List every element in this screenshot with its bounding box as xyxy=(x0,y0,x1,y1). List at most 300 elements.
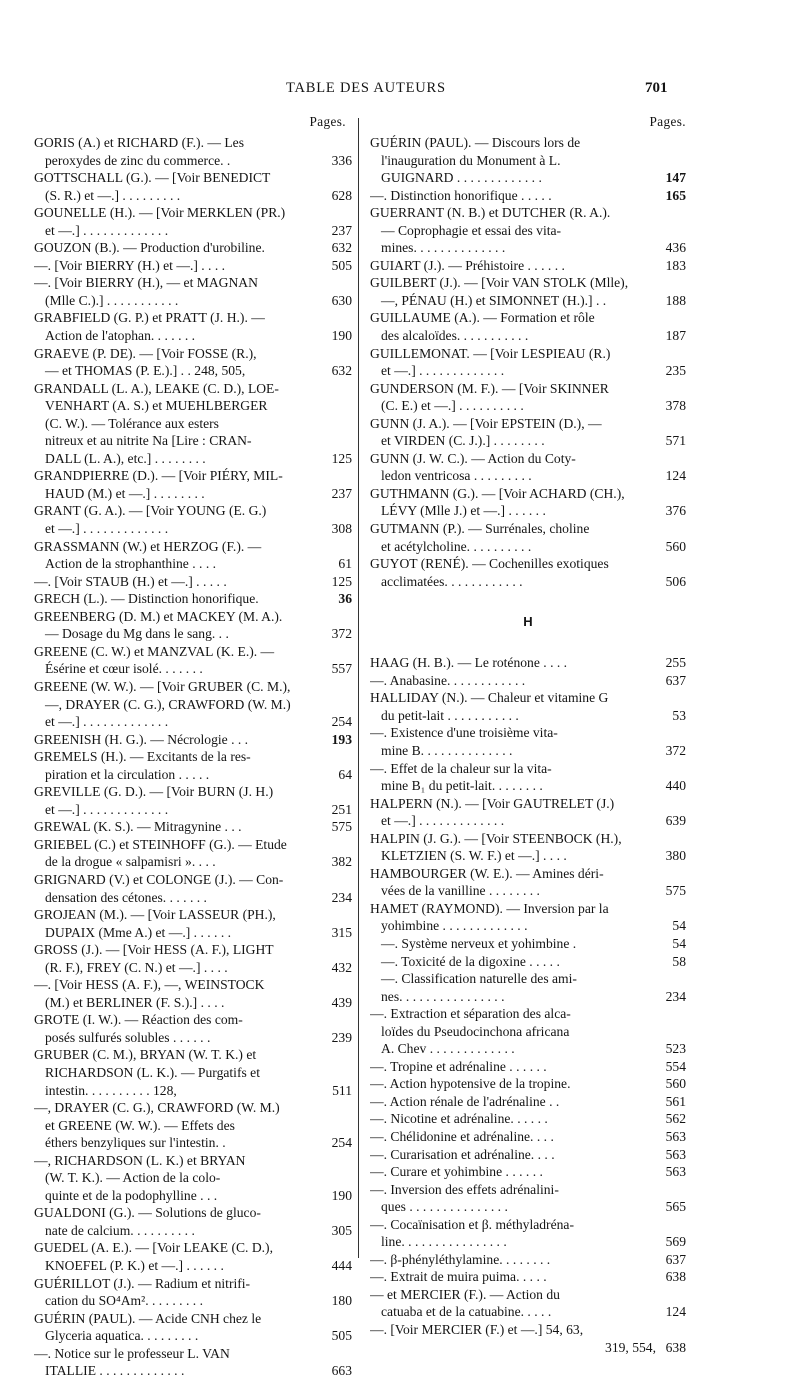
entry-text: — et MERCIER (F.). — Action du xyxy=(370,1286,560,1302)
pages-label: Pages. xyxy=(309,114,346,129)
index-line xyxy=(370,169,686,187)
index-line xyxy=(34,818,352,836)
entry-text: —. Nicotine et adrénaline. . . . . . xyxy=(370,1111,548,1127)
entry-text: —. Système nerveux et yohimbine . xyxy=(381,935,577,951)
entry-page: 632 xyxy=(331,240,352,256)
index-line xyxy=(370,538,686,556)
index-line xyxy=(34,1187,352,1205)
index-line xyxy=(370,672,686,690)
entry-page: 61 xyxy=(338,556,352,572)
entry-text: GREMELS (H.). — Excitants de la res- xyxy=(34,749,251,765)
index-line xyxy=(370,257,686,275)
entry-text: GUIART (J.). — Préhistoire . . . . . . xyxy=(370,257,565,273)
entry-page: 563 xyxy=(665,1128,686,1144)
index-line xyxy=(34,1029,352,1047)
index-line xyxy=(34,783,352,801)
entry-text: intestin. . . . . . . . . . 128, xyxy=(45,1082,177,1098)
page-number: 701 xyxy=(645,80,668,96)
entry-text: catuaba et de la catuabine. . . . . xyxy=(381,1304,552,1320)
entry-page: 444 xyxy=(331,1258,352,1273)
index-line xyxy=(34,239,352,257)
index-line xyxy=(34,766,352,784)
index-line xyxy=(34,889,352,907)
entry-text: —. Action hypotensive de la tropine. xyxy=(370,1076,571,1092)
entry-text: —. β-phényléthylamine. . . . . . . . xyxy=(370,1251,551,1267)
entry-text: —. Toxicité de la digoxine . . . . . xyxy=(381,953,560,969)
index-line xyxy=(34,1345,352,1363)
entry-text: —, DRAYER (C. G.), CRAWFORD (W. M.) xyxy=(34,1100,280,1116)
entry-text: GREENISH (H. G.). — Nécrologie . . . xyxy=(34,731,249,747)
index-line xyxy=(34,555,352,573)
entry-text: GOUZON (B.). — Production d'urobiline. xyxy=(34,240,265,256)
index-line xyxy=(34,485,352,503)
index-line xyxy=(370,345,686,363)
entry-text: de la drogue « salpamisri ». . . . xyxy=(45,854,216,870)
entry-text: GREENBERG (D. M.) et MACKEY (M. A.). xyxy=(34,608,283,624)
index-line xyxy=(34,397,352,415)
entry-text: loïdes du Pseudocinchona africana xyxy=(381,1023,570,1039)
entry-page: 378 xyxy=(665,398,686,414)
entry-text: LÉVY (Mlle J.) et —.] . . . . . . xyxy=(381,503,546,519)
entry-text: et —.] . . . . . . . . . . . . . xyxy=(45,222,169,238)
index-line xyxy=(370,274,686,292)
entry-text: (C. E.) et —.] . . . . . . . . . . xyxy=(381,398,524,414)
index-line xyxy=(34,853,352,871)
index-line xyxy=(34,590,352,608)
entry-text: et —.] . . . . . . . . . . . . . xyxy=(381,363,505,379)
entry-text: HALPIN (J. G.). — [Voir STEENBOCK (H.), xyxy=(370,830,622,846)
index-line xyxy=(34,169,352,187)
index-line xyxy=(370,812,686,830)
index-line xyxy=(370,970,686,988)
entry-text: —, RICHARDSON (L. K.) et BRYAN xyxy=(34,1152,246,1168)
index-line xyxy=(34,1134,352,1152)
entry-text: —. Notice sur le professeur L. VAN xyxy=(34,1345,230,1361)
entry-text: GUERRANT (N. B.) et DUTCHER (R. A.). xyxy=(370,205,611,221)
entry-page: 36 xyxy=(338,591,352,607)
index-line xyxy=(34,608,352,626)
index-line xyxy=(370,1181,686,1199)
entry-page: 183 xyxy=(665,257,686,273)
entry-page: 237 xyxy=(331,222,352,238)
entry-page: 187 xyxy=(665,328,686,344)
entry-text: GUALDONI (G.). — Solutions de gluco- xyxy=(34,1205,261,1221)
entry-text: —. Extrait de muira puima. . . . . xyxy=(370,1269,547,1285)
entry-page: 254 xyxy=(331,1135,352,1151)
entry-text: ITALLIE . . . . . . . . . . . . . xyxy=(45,1363,185,1379)
entry-page: 432 xyxy=(331,959,352,975)
entry-text: HALLIDAY (N.). — Chaleur et vitamine G xyxy=(370,690,609,706)
index-line xyxy=(34,959,352,977)
index-line xyxy=(34,1099,352,1117)
entry-page: 305 xyxy=(331,1222,352,1238)
entry-page: 125 xyxy=(331,573,352,589)
entry-text: — Dosage du Mg dans le sang. . . xyxy=(45,626,229,642)
entry-text: et —.] . . . . . . . . . . . . . xyxy=(45,714,169,730)
entry-page: 637 xyxy=(665,672,686,688)
index-line xyxy=(370,222,686,240)
entry-page: 436 xyxy=(665,240,686,256)
entry-page: 563 xyxy=(665,1164,686,1180)
index-line xyxy=(370,1023,686,1041)
entry-text: GRANDALL (L. A.), LEAKE (C. D.), LOE- xyxy=(34,380,279,396)
right-entries-g xyxy=(370,134,686,590)
entry-text: A. Chev . . . . . . . . . . . . . xyxy=(381,1041,515,1057)
index-line xyxy=(370,450,686,468)
index-line xyxy=(370,760,686,778)
index-line xyxy=(34,1117,352,1135)
index-line xyxy=(370,777,686,795)
entry-page: 523 xyxy=(665,1041,686,1057)
index-line xyxy=(34,801,352,819)
entry-text: GROJEAN (M.). — [Voir LASSEUR (PH.), xyxy=(34,907,276,923)
index-line xyxy=(370,1163,686,1181)
entry-page: 628 xyxy=(331,187,352,203)
entry-page: 637 xyxy=(665,1251,686,1267)
index-line xyxy=(370,204,686,222)
page-header xyxy=(0,80,800,104)
entry-text: GUTMANN (P.). — Surrénales, choline xyxy=(370,521,590,537)
entry-page: 58 xyxy=(672,953,686,969)
index-line xyxy=(370,742,686,760)
entry-text: —. [Voir HESS (A. F.), —, WEINSTOCK xyxy=(34,977,265,993)
entry-page: 638 xyxy=(665,1269,686,1285)
entry-text: (Mlle C.).] . . . . . . . . . . . xyxy=(45,292,179,308)
entry-page: 569 xyxy=(665,1234,686,1250)
entry-text: —. Distinction honorifique . . . . . xyxy=(370,187,552,203)
entry-text: GUYOT (RENÉ). — Cochenilles exotiques xyxy=(370,556,609,572)
index-line xyxy=(34,1169,352,1187)
entry-text: GUILLEMONAT. — [Voir LESPIEAU (R.) xyxy=(370,345,611,361)
entry-page: 562 xyxy=(665,1111,686,1127)
entry-text: (W. T. K.). — Action de la colo- xyxy=(45,1170,221,1186)
entry-text: KLETZIEN (S. W. F.) et —.] . . . . xyxy=(381,848,567,864)
entry-text: —. Extraction et séparation des alca- xyxy=(370,1006,571,1022)
index-line xyxy=(34,257,352,275)
index-line xyxy=(370,654,686,672)
column-divider xyxy=(358,118,359,1258)
entry-text: mine B. . . . . . . . . . . . . . xyxy=(381,742,513,758)
entry-page: 251 xyxy=(331,801,352,817)
entry-text: DUPAIX (Mme A.) et —.] . . . . . . xyxy=(45,924,232,940)
entry-text: nes. . . . . . . . . . . . . . . . xyxy=(381,988,505,1004)
entry-text: (R. F.), FREY (C. N.) et —.] . . . . xyxy=(45,959,228,975)
right-entries-h xyxy=(370,654,686,1356)
index-line xyxy=(34,1362,352,1380)
index-line xyxy=(370,292,686,310)
entry-text: GREENE (W. W.). — [Voir GRUBER (C. M.), xyxy=(34,678,291,694)
entry-page: 557 xyxy=(331,661,352,677)
entry-text: ledon ventricosa . . . . . . . . . xyxy=(381,468,532,484)
entry-text: l'inauguration du Monument à L. xyxy=(381,152,561,168)
entry-text: HALPERN (N.). — [Voir GAUTRELET (J.) xyxy=(370,795,615,811)
index-line xyxy=(34,1204,352,1222)
index-line xyxy=(370,1321,686,1339)
index-line xyxy=(34,1152,352,1170)
index-line xyxy=(370,309,686,327)
entry-page: 193 xyxy=(331,731,352,747)
entry-page: 440 xyxy=(665,778,686,794)
entry-text: acclimatées. . . . . . . . . . . . xyxy=(381,573,523,589)
entry-page: 234 xyxy=(665,988,686,1004)
entry-page: 336 xyxy=(331,152,352,168)
index-line xyxy=(34,1064,352,1082)
entry-text: GROSS (J.). — [Voir HESS (A. F.), LIGHT xyxy=(34,942,274,958)
entry-page: 511 xyxy=(332,1082,352,1098)
entry-text: Action de la strophanthine . . . . xyxy=(45,556,217,572)
entry-text: —. Classification naturelle des ami- xyxy=(381,971,577,987)
index-line xyxy=(34,713,352,731)
index-line xyxy=(34,362,352,380)
index-line xyxy=(370,380,686,398)
entry-text: nate de calcium. . . . . . . . . . xyxy=(45,1222,195,1238)
index-line xyxy=(34,467,352,485)
index-line xyxy=(34,748,352,766)
index-line xyxy=(370,1058,686,1076)
left-column xyxy=(34,114,352,1380)
entry-text: GUTHMANN (G.). — [Voir ACHARD (CH.), xyxy=(370,485,625,501)
entry-text: vées de la vanilline . . . . . . . . xyxy=(381,883,540,899)
entry-text: GROTE (I. W.). — Réaction des com- xyxy=(34,1012,243,1028)
entry-text: HAAG (H. B.). — Le roténone . . . . xyxy=(370,655,568,671)
entry-text: nitreux et au nitrite Na [Lire : CRAN- xyxy=(45,433,252,449)
index-line xyxy=(370,1093,686,1111)
index-line xyxy=(370,1268,686,1286)
entry-text: (S. R.) et —.] . . . . . . . . . xyxy=(45,187,181,203)
entry-text: GRANDPIERRE (D.). — [Voir PIÉRY, MIL- xyxy=(34,468,283,484)
index-line xyxy=(34,924,352,942)
entry-text: GUÉRIN (PAUL). — Discours lors de xyxy=(370,135,581,150)
entry-text: GRANT (G. A.). — [Voir YOUNG (E. G.) xyxy=(34,503,267,519)
index-line xyxy=(34,994,352,1012)
entry-text: Glyceria aquatica. . . . . . . . . xyxy=(45,1328,199,1344)
entry-text: Ésérine et cœur isolé. . . . . . . xyxy=(45,661,203,677)
entry-text: et —.] . . . . . . . . . . . . . xyxy=(381,813,505,829)
entry-text: yohimbine . . . . . . . . . . . . . xyxy=(381,918,528,934)
index-line xyxy=(34,836,352,854)
index-line xyxy=(370,362,686,380)
index-line xyxy=(34,1222,352,1240)
entry-text: piration et la circulation . . . . . xyxy=(45,766,210,782)
index-line xyxy=(370,724,686,742)
pages-label: Pages. xyxy=(649,114,686,129)
index-line xyxy=(370,502,686,520)
entry-text: GUILBERT (J.). — [Voir VAN STOLK (Mlle), xyxy=(370,275,629,291)
entry-text: GOUNELLE (H.). — [Voir MERKLEN (PR.) xyxy=(34,205,286,221)
section-letter: H xyxy=(523,614,533,630)
entry-text: peroxydes de zinc du commerce. . xyxy=(45,152,231,168)
entry-text: mines. . . . . . . . . . . . . . xyxy=(381,240,506,256)
index-line xyxy=(34,1310,352,1328)
index-line xyxy=(370,865,686,883)
entry-text: —. Chélidonine et adrénaline. . . . xyxy=(370,1128,554,1144)
entry-text: —. [Voir BIERRY (H.) et —.] . . . . xyxy=(34,257,226,273)
entry-page: 124 xyxy=(665,468,686,484)
entry-text: du petit-lait . . . . . . . . . . . xyxy=(381,707,519,723)
entry-page: 165 xyxy=(665,187,686,203)
index-line xyxy=(370,830,686,848)
index-line xyxy=(370,134,686,152)
entry-text: —. [Voir STAUB (H.) et —.] . . . . . xyxy=(34,573,227,589)
index-line xyxy=(370,1233,686,1251)
entry-text: —. Cocaïnisation et β. méthyladréna- xyxy=(370,1216,574,1232)
index-line xyxy=(370,152,686,170)
index-line xyxy=(370,707,686,725)
entry-page: 54 xyxy=(672,935,686,951)
entry-page: 505 xyxy=(331,1328,352,1344)
index-line xyxy=(370,187,686,205)
index-line xyxy=(370,397,686,415)
index-line xyxy=(370,917,686,935)
entry-page: 54 xyxy=(672,918,686,934)
index-line xyxy=(34,538,352,556)
entry-page: 188 xyxy=(665,292,686,308)
index-line xyxy=(34,450,352,468)
entry-page: 632 xyxy=(331,363,352,379)
entry-text: GUNDERSON (M. F.). — [Voir SKINNER xyxy=(370,380,609,396)
index-line xyxy=(370,555,686,573)
entry-text: —. Curare et yohimbine . . . . . . xyxy=(370,1164,543,1180)
index-line xyxy=(34,432,352,450)
entry-text: et —.] . . . . . . . . . . . . . xyxy=(45,801,169,817)
index-line xyxy=(370,415,686,433)
index-line xyxy=(370,432,686,450)
index-line xyxy=(370,485,686,503)
entry-text: GREENE (C. W.) et MANZVAL (K. E.). — xyxy=(34,643,275,659)
entry-text: GUÉRIN (PAUL). — Acide CNH chez le xyxy=(34,1310,262,1326)
entry-text: GOTTSCHALL (G.). — [Voir BENEDICT xyxy=(34,170,271,186)
entry-text: GUEDEL (A. E.). — [Voir LEAKE (C. D.), xyxy=(34,1240,273,1256)
index-line xyxy=(34,1046,352,1064)
index-line xyxy=(34,660,352,678)
entry-text: HAUD (M.) et —.] . . . . . . . . xyxy=(45,485,205,501)
entry-text: densation des cétones. . . . . . . xyxy=(45,889,207,905)
index-line xyxy=(34,1082,352,1100)
entry-text: GUIGNARD . . . . . . . . . . . . . xyxy=(381,170,542,186)
entry-text: quinte et de la podophylline . . . xyxy=(45,1187,218,1203)
index-line xyxy=(34,1239,352,1257)
entry-text: GRECH (L.). — Distinction honorifique. xyxy=(34,591,259,607)
index-line xyxy=(34,204,352,222)
index-line xyxy=(34,274,352,292)
entry-page: 560 xyxy=(665,538,686,554)
entry-text: RICHARDSON (L. K.). — Purgatifs et xyxy=(45,1064,260,1080)
index-line xyxy=(34,696,352,714)
entry-text: —. Existence d'une troisième vita- xyxy=(370,725,558,741)
index-line xyxy=(34,520,352,538)
index-line xyxy=(370,988,686,1006)
index-line xyxy=(34,625,352,643)
entry-page: 506 xyxy=(665,573,686,589)
index-line xyxy=(370,935,686,953)
entry-page: 639 xyxy=(665,813,686,829)
entry-page: 565 xyxy=(665,1199,686,1215)
index-line xyxy=(370,689,686,707)
entry-text: (M.) et BERLINER (F. S.).] . . . . xyxy=(45,994,225,1010)
index-line xyxy=(370,1251,686,1269)
index-line xyxy=(34,187,352,205)
entry-page: 124 xyxy=(665,1304,686,1320)
entry-page: 575 xyxy=(331,819,352,835)
index-line xyxy=(34,678,352,696)
entry-page: 505 xyxy=(331,257,352,273)
index-line xyxy=(370,1339,686,1357)
running-title: TABLE DES AUTEURS xyxy=(286,80,446,96)
index-line xyxy=(370,1128,686,1146)
entry-text: VENHART (A. S.) et MUEHLBERGER xyxy=(45,398,268,414)
entry-text: mine B₁ du petit-lait. . . . . . . . xyxy=(381,778,543,794)
entry-text: —, DRAYER (C. G.), CRAWFORD (W. M.) xyxy=(45,696,291,712)
entry-text: —. Action rénale de l'adrénaline . . xyxy=(370,1093,560,1109)
entry-page: 255 xyxy=(665,655,686,671)
entry-text: —. [Voir MERCIER (F.) et —.] 54, 63, xyxy=(370,1322,584,1337)
index-line xyxy=(370,239,686,257)
entry-text: GREWAL (K. S.). — Mitragynine . . . xyxy=(34,819,242,835)
entry-text: —. Anabasine. . . . . . . . . . . . xyxy=(370,672,526,688)
index-line xyxy=(34,573,352,591)
index-line xyxy=(34,643,352,661)
index-line xyxy=(34,292,352,310)
index-line xyxy=(34,152,352,170)
index-line xyxy=(370,847,686,865)
index-line xyxy=(370,795,686,813)
entry-text: posés sulfurés solubles . . . . . . xyxy=(45,1029,211,1045)
entry-page: 638 xyxy=(665,1339,686,1355)
entry-text: éthers benzyliques sur l'intestin. . xyxy=(45,1135,226,1151)
entry-text: et VIRDEN (C. J.).] . . . . . . . . xyxy=(381,433,545,449)
index-line xyxy=(370,467,686,485)
index-line xyxy=(34,222,352,240)
index-line xyxy=(370,573,686,591)
index-line xyxy=(370,1303,686,1321)
entry-text: GRUBER (C. M.), BRYAN (W. T. K.) et xyxy=(34,1047,257,1063)
entry-text: GUÉRILLOT (J.). — Radium et nitrifi- xyxy=(34,1275,251,1291)
entry-text: GRASSMANN (W.) et HERZOG (F.). — xyxy=(34,538,262,554)
entry-page: 190 xyxy=(331,328,352,344)
index-line xyxy=(370,327,686,345)
entry-page: 380 xyxy=(665,848,686,864)
entry-page: 235 xyxy=(665,363,686,379)
index-line xyxy=(34,327,352,345)
entry-text: —. Tropine et adrénaline . . . . . . xyxy=(370,1058,547,1074)
entry-text: line. . . . . . . . . . . . . . . . xyxy=(381,1234,507,1250)
entry-text: — Coprophagie et essai des vita- xyxy=(381,222,562,238)
index-line xyxy=(370,953,686,971)
entry-text: —. Effet de la chaleur sur la vita- xyxy=(370,760,552,776)
entry-text: Action de l'atophan. . . . . . . xyxy=(45,328,196,344)
entry-page: 663 xyxy=(331,1363,352,1379)
right-column xyxy=(370,114,686,1356)
entry-page: 382 xyxy=(331,854,352,870)
entry-text: et GREENE (W. W.). — Effets des xyxy=(45,1117,235,1133)
index-line xyxy=(34,1275,352,1293)
entry-page: 147 xyxy=(665,170,686,186)
entry-text: GUNN (J. W. C.). — Action du Coty- xyxy=(370,450,576,466)
entry-page: 64 xyxy=(338,766,352,782)
entry-page: 554 xyxy=(665,1058,686,1074)
entry-text: GRABFIELD (G. P.) et PRATT (J. H.). — xyxy=(34,310,265,326)
entry-text: GORIS (A.) et RICHARD (F.). — Les xyxy=(34,135,244,150)
index-line xyxy=(370,882,686,900)
entry-text: ques . . . . . . . . . . . . . . . xyxy=(381,1199,508,1215)
index-line xyxy=(34,309,352,327)
index-line xyxy=(34,871,352,889)
index-line xyxy=(34,345,352,363)
index-line xyxy=(370,1216,686,1234)
entry-text: —, PÉNAU (H.) et SIMONNET (H.).] . . xyxy=(381,292,607,308)
index-line xyxy=(370,1005,686,1023)
entry-page: 575 xyxy=(665,883,686,899)
